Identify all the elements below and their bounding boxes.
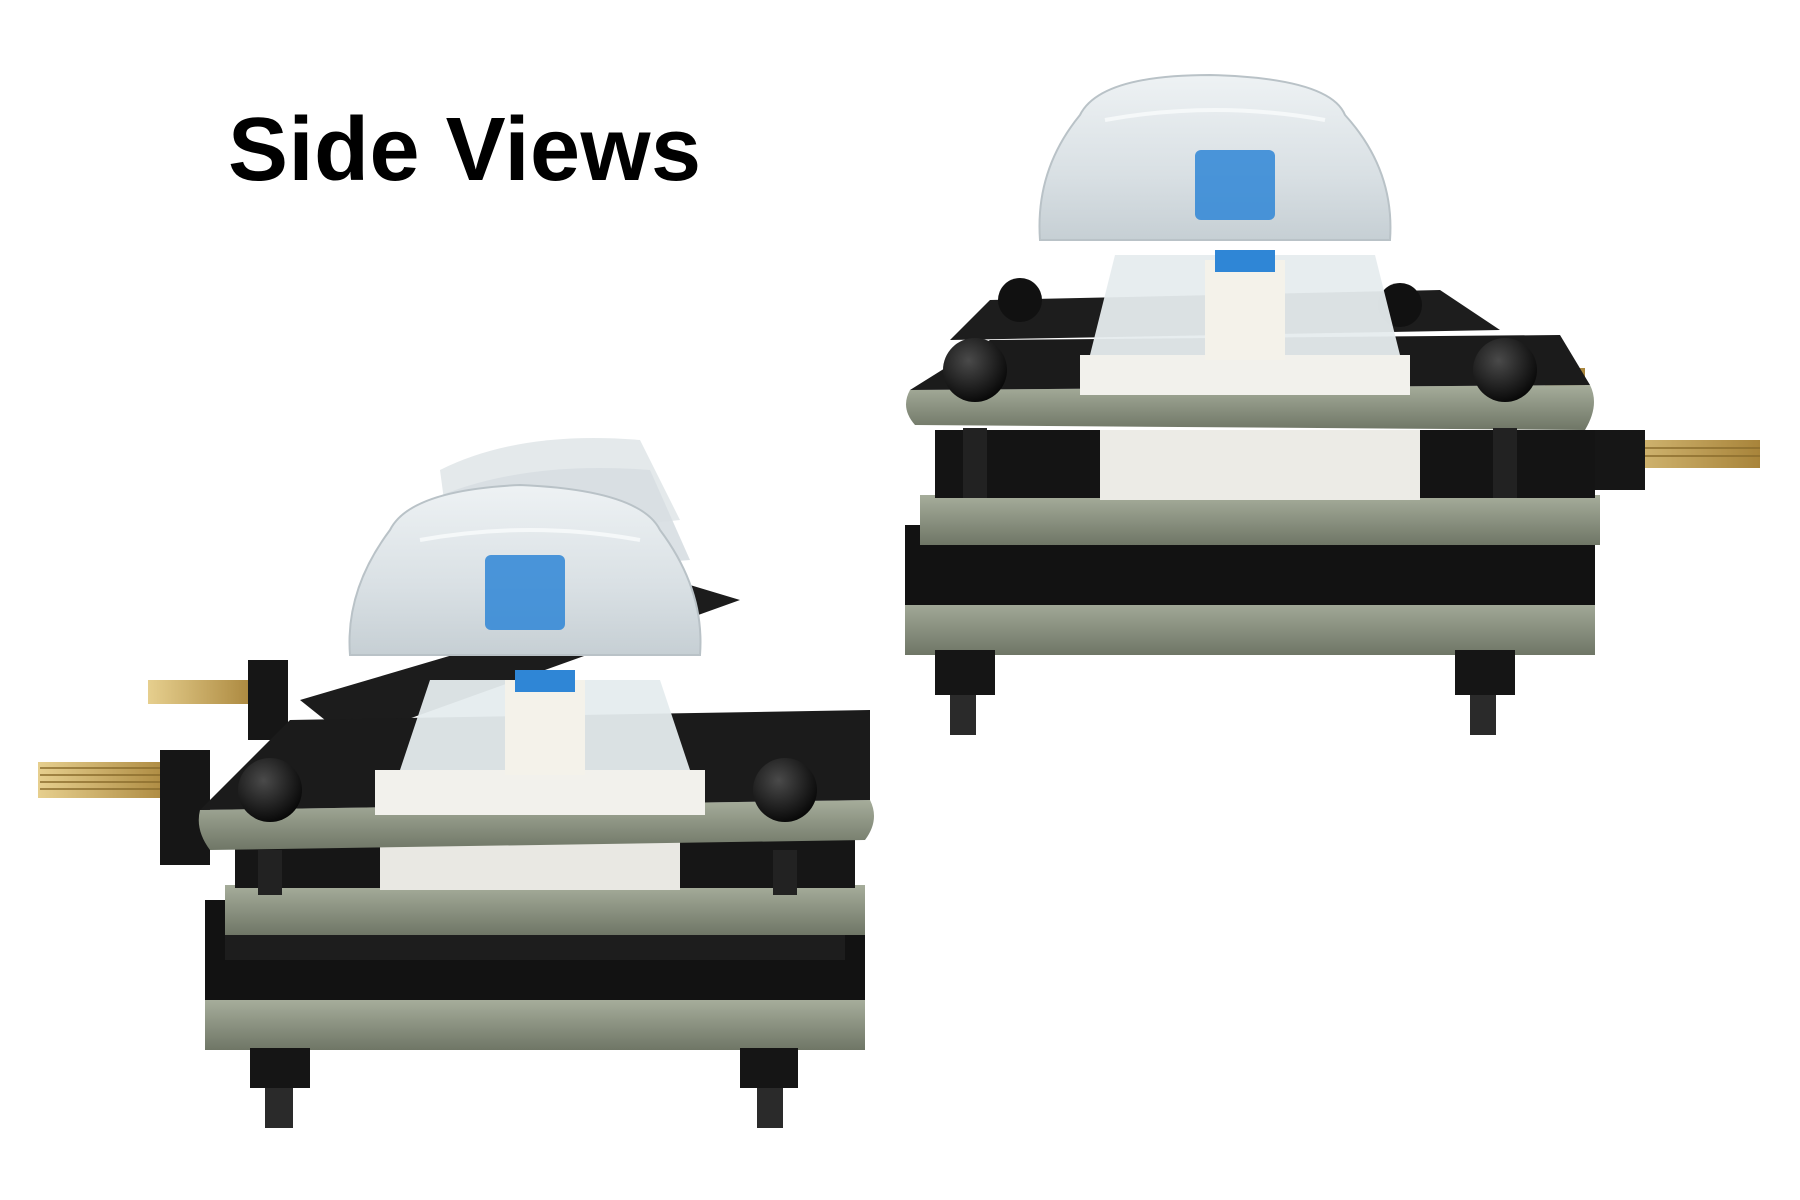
assembly-right — [905, 75, 1760, 735]
page-title: Side Views — [228, 100, 702, 200]
screw-icon — [1473, 338, 1537, 402]
screw-icon — [943, 338, 1007, 402]
switch-stem-right — [1215, 250, 1275, 272]
screw-icon — [753, 758, 817, 822]
screw-icon — [238, 758, 302, 822]
pcb-layer-bottom — [205, 1000, 865, 1050]
switch-stem-left — [515, 670, 575, 692]
switch-housing-left — [375, 770, 705, 815]
pcb-layer-bottom-right — [905, 600, 1595, 655]
switch-housing-right — [1080, 355, 1410, 395]
assembly-left — [38, 438, 874, 1128]
